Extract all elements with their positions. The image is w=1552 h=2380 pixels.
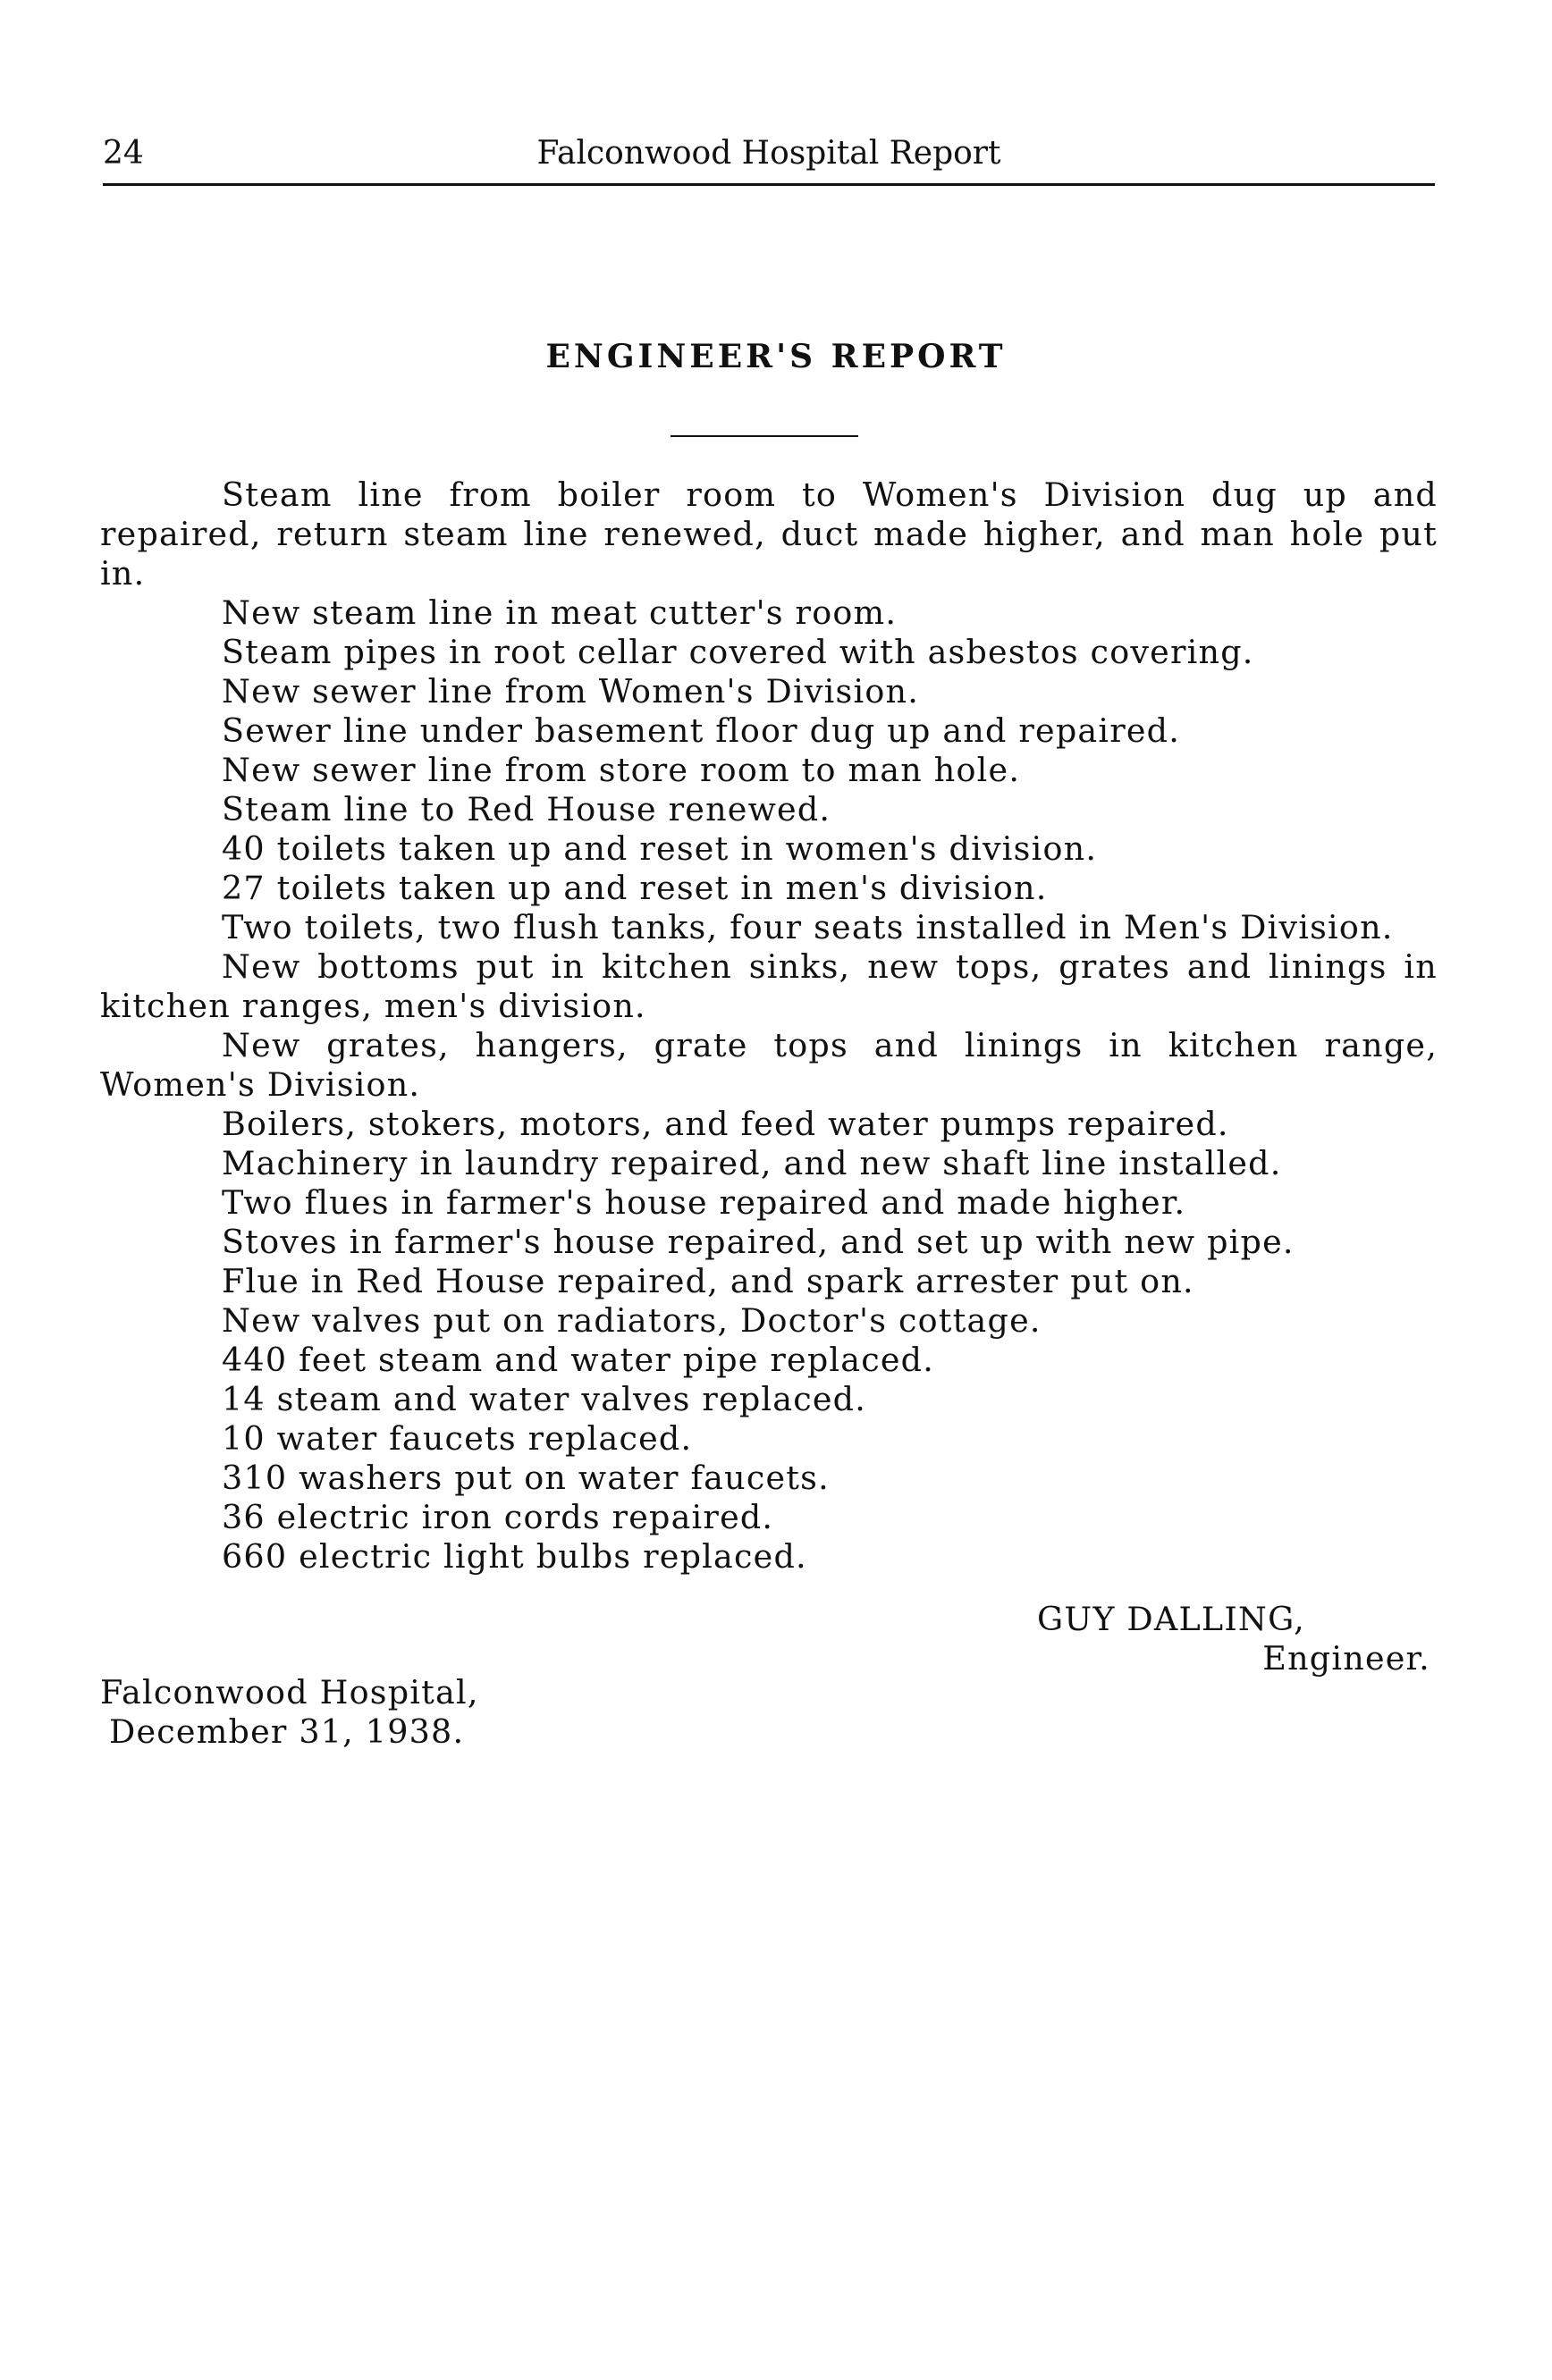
report-entry: New bottoms put in kitchen sinks, new tops, grates and linings in kitchen ranges, men's division. bbox=[100, 947, 1438, 1025]
report-entry: New steam line in meat cutter's room. bbox=[222, 593, 898, 632]
report-entry: New valves put on radiators, Doctor's cottage. bbox=[222, 1301, 1042, 1340]
page-number: 24 bbox=[103, 135, 144, 172]
report-entry: 40 toilets taken up and reset in women's division. bbox=[222, 829, 1098, 868]
place-date-block bbox=[100, 1673, 726, 1752]
report-entry: Steam pipes in root cellar covered with asbestos covering. bbox=[222, 633, 1254, 671]
report-entry: Sewer line under basement floor dug up and repaired. bbox=[222, 711, 1181, 750]
report-entry: Two toilets, two flush tanks, four seats installed in Men's Division. bbox=[222, 908, 1394, 946]
report-entry: New sewer line from Women's Division. bbox=[222, 672, 920, 711]
report-entry: New sewer line from store room to man hole. bbox=[222, 751, 1021, 789]
report-entry: 14 steam and water valves replaced. bbox=[222, 1380, 867, 1418]
section-title: ENGINEER'S REPORT bbox=[545, 338, 1007, 375]
report-body bbox=[100, 475, 1438, 1577]
report-entry: Stoves in farmer's house repaired, and set up with new pipe. bbox=[222, 1223, 1295, 1261]
title-rule bbox=[671, 435, 858, 437]
report-entry: 660 electric light bulbs replaced. bbox=[222, 1537, 807, 1576]
report-entry: Two flues in farmer's house repaired and made higher. bbox=[222, 1183, 1186, 1222]
page-header bbox=[103, 134, 1435, 173]
report-entry: Flue in Red House repaired, and spark arrester put on. bbox=[222, 1262, 1194, 1300]
header-rule bbox=[103, 183, 1435, 186]
report-entry: Steam line to Red House renewed. bbox=[222, 790, 831, 828]
signatory-role: Engineer. bbox=[1262, 1639, 1430, 1678]
report-place: Falconwood Hospital, bbox=[100, 1673, 479, 1711]
report-entry: 440 feet steam and water pipe replaced. bbox=[222, 1341, 935, 1379]
report-entry: 27 toilets taken up and reset in men's division. bbox=[222, 869, 1048, 907]
report-entry: Boilers, stokers, motors, and feed water pumps repaired. bbox=[222, 1105, 1229, 1143]
running-title: Falconwood Hospital Report bbox=[536, 135, 1001, 172]
report-date: December 31, 1938. bbox=[109, 1712, 465, 1751]
report-entry: Machinery in laundry repaired, and new shaft line installed. bbox=[222, 1144, 1282, 1182]
report-entry: 310 washers put on water faucets. bbox=[222, 1459, 830, 1497]
signature-block bbox=[983, 1600, 1430, 1678]
signatory-name: GUY DALLING, bbox=[1037, 1600, 1305, 1638]
report-entry: New grates, hangers, grate tops and linings in kitchen range, Women's Division. bbox=[100, 1026, 1438, 1104]
report-entry: Steam line from boiler room to Women's Division dug up and repaired, return steam line renewed, duct made higher, and man hole put in. bbox=[100, 475, 1438, 593]
report-entry: 36 electric iron cords repaired. bbox=[222, 1498, 774, 1536]
report-entry: 10 water faucets replaced. bbox=[222, 1419, 693, 1458]
